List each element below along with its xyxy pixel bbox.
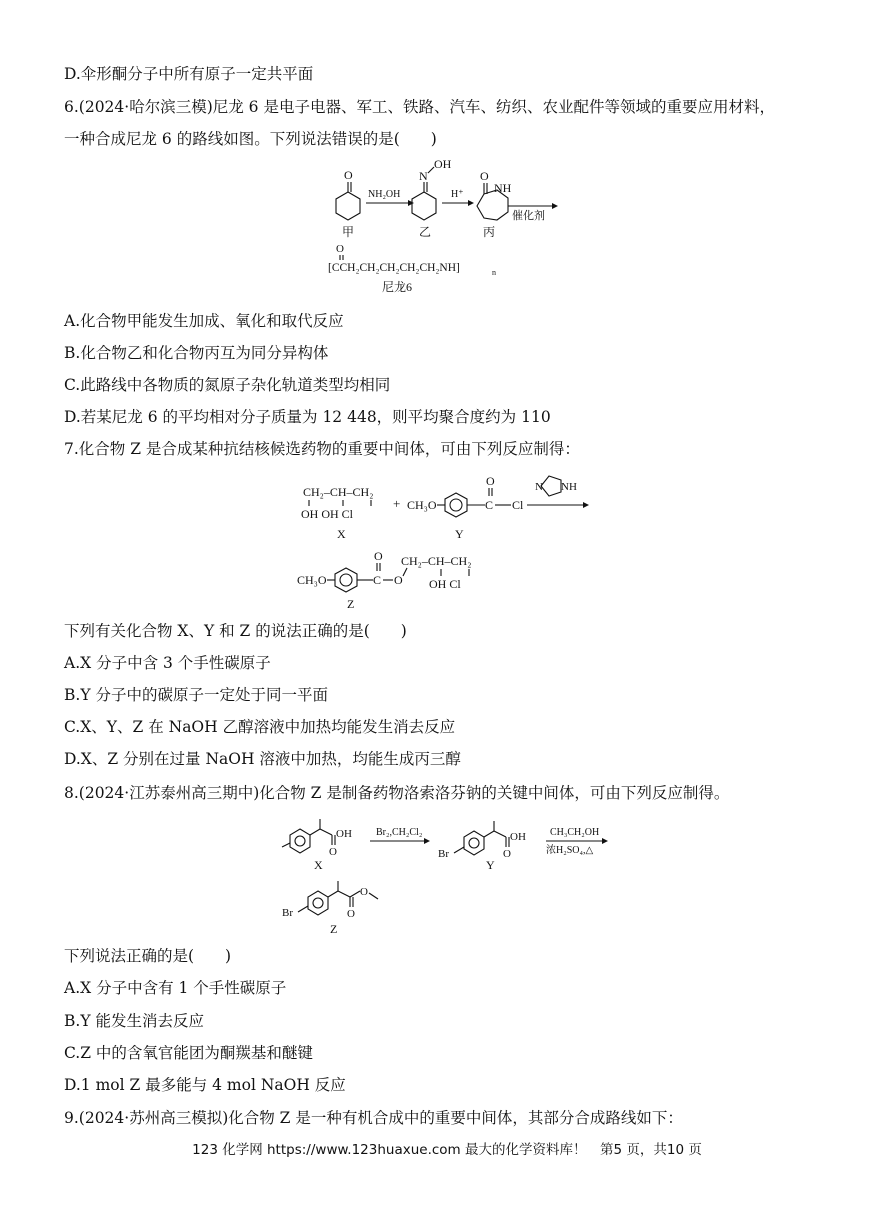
q7-option-a: A.X 分子中含 3 个手性碳原子 [64,654,271,672]
q7-reaction-figure [295,468,595,618]
z-methoxy: CH₃O [297,573,327,587]
x-o: O [329,846,337,858]
o-label: O [480,169,489,183]
reagent-nh2oh: NH₂OH [368,189,401,200]
oxime-ring [412,192,436,220]
z-carbonyl-c: C [373,573,382,587]
q8-question: 下列说法正确的是( ) [64,947,232,965]
polymer-o: O [336,243,344,255]
reagent-ethanol: CH₃CH₂OH [550,827,600,838]
z-benzene-ring [335,568,357,592]
z-substituents: OH Cl [429,577,461,591]
q8-option-c: C.Z 中的含氧官能团为酮羰基和醚键 [64,1044,313,1062]
n-label: N [419,169,428,183]
label-z: Z [330,922,338,936]
z-ester-o: O [394,573,403,587]
oh-label: OH [434,157,452,171]
q6-option-d: D.若某尼龙 6 的平均相对分子质量为 12 448，则平均聚合度约为 110 [64,408,551,426]
y-carbonyl-o: O [486,474,495,488]
x-benzene-ring [290,829,310,853]
q7-option-b: B.Y 分子中的碳原子一定处于同一平面 [64,686,328,704]
o-label: O [344,168,353,182]
x-chain: CH₂–CH–CH₂ [303,485,374,499]
y-carbonyl-c: C [485,498,494,512]
x-oh: OH [336,828,352,840]
reagent-h: H⁺ [451,189,464,200]
label-jia: 甲 [342,225,355,239]
cyclohexanone-ring [336,192,360,220]
y-benzene-ring [464,831,484,855]
imidazole-n: N [535,481,543,493]
imidazole-nh: NH [561,481,577,493]
y-cl: Cl [512,498,524,512]
page-footer: 123 化学网 https://www.123huaxue.com 最大的化学资料库！ 第5 页，共10 页 [192,1142,702,1158]
nh-label: NH [494,181,512,195]
y-benzene-ring [445,493,467,517]
q7-option-d: D.X、Z 分别在过量 NaOH 溶液中加热，均能生成丙三醇 [64,750,461,768]
q6-option-a: A.化合物甲能发生加成、氧化和取代反应 [64,312,344,330]
q7-stem: 7.化合物 Z 是合成某种抗结核候选药物的重要中间体，可由下列反应制得： [64,440,580,458]
reagent-br2: Br₂,CH₂Cl₂ [376,827,423,838]
imidazole-ring [541,476,561,496]
label-y: Y [455,527,464,541]
q8-stem: 8.(2024·江苏泰州高三期中)化合物 Z 是制备药物洛索洛芬钠的关键中间体，可由下列反应制得。 [64,784,730,802]
label-bing: 丙 [483,225,496,239]
label-yi: 乙 [419,225,432,239]
polymer-label: 尼龙6 [382,280,413,294]
q9-stem: 9.(2024·苏州高三模拟)化合物 Z 是一种有机合成中的重要中间体，其部分合成路线如下： [64,1109,683,1127]
z-o-ester: O [360,886,368,898]
q7-question: 下列有关化合物 X、Y 和 Z 的说法正确的是( ) [64,622,407,640]
z-benzene-ring [308,891,328,915]
q6-stem-line1: 6.(2024·哈尔滨三模)尼龙 6 是电子电器、军工、铁路、汽车、纺织、农业配件等领域的重要应用材料， [64,98,775,116]
label-y: Y [486,858,495,872]
q6-option-b: B.化合物乙和化合物丙互为同分异构体 [64,344,329,362]
label-x: X [337,527,346,541]
q8-option-a: A.X 分子中含有 1 个手性碳原子 [64,979,287,997]
polymer-formula: [CCH₂CH₂CH₂CH₂CH₂NH] [328,262,460,274]
q8-option-b: B.Y 能发生消去反应 [64,1012,204,1030]
label-z: Z [347,597,355,611]
q8-reaction-figure [278,815,618,940]
q8-option-d: D.1 mol Z 最多能与 4 mol NaOH 反应 [64,1076,346,1094]
z-o-carbonyl: O [347,908,355,920]
q7-option-c: C.X、Y、Z 在 NaOH 乙醇溶液中加热均能发生消去反应 [64,718,456,736]
y-br: Br [438,848,449,860]
polymer-n: n [492,268,496,277]
q5-option-d: D.伞形酮分子中所有原子一定共平面 [64,65,314,83]
y-o: O [503,848,511,860]
catalyst-label: 催化剂 [512,210,545,222]
y-oh: OH [510,831,526,843]
z-br: Br [282,907,293,919]
z-chain: CH₂–CH–CH₂ [401,554,472,568]
y-methoxy: CH₃O [407,498,437,512]
plus-sign: + [393,496,401,511]
label-x: X [314,858,323,872]
x-substituents: OH OH Cl [301,507,354,521]
q6-nylon-route-figure [320,157,580,300]
q6-stem-line2: 一种合成尼龙 6 的路线如图。下列说法错误的是( ) [64,130,437,148]
reagent-h2so4: 浓H₂SO₄,△ [546,845,594,856]
z-carbonyl-o: O [374,549,383,563]
q6-option-c: C.此路线中各物质的氮原子杂化轨道类型均相同 [64,376,391,394]
